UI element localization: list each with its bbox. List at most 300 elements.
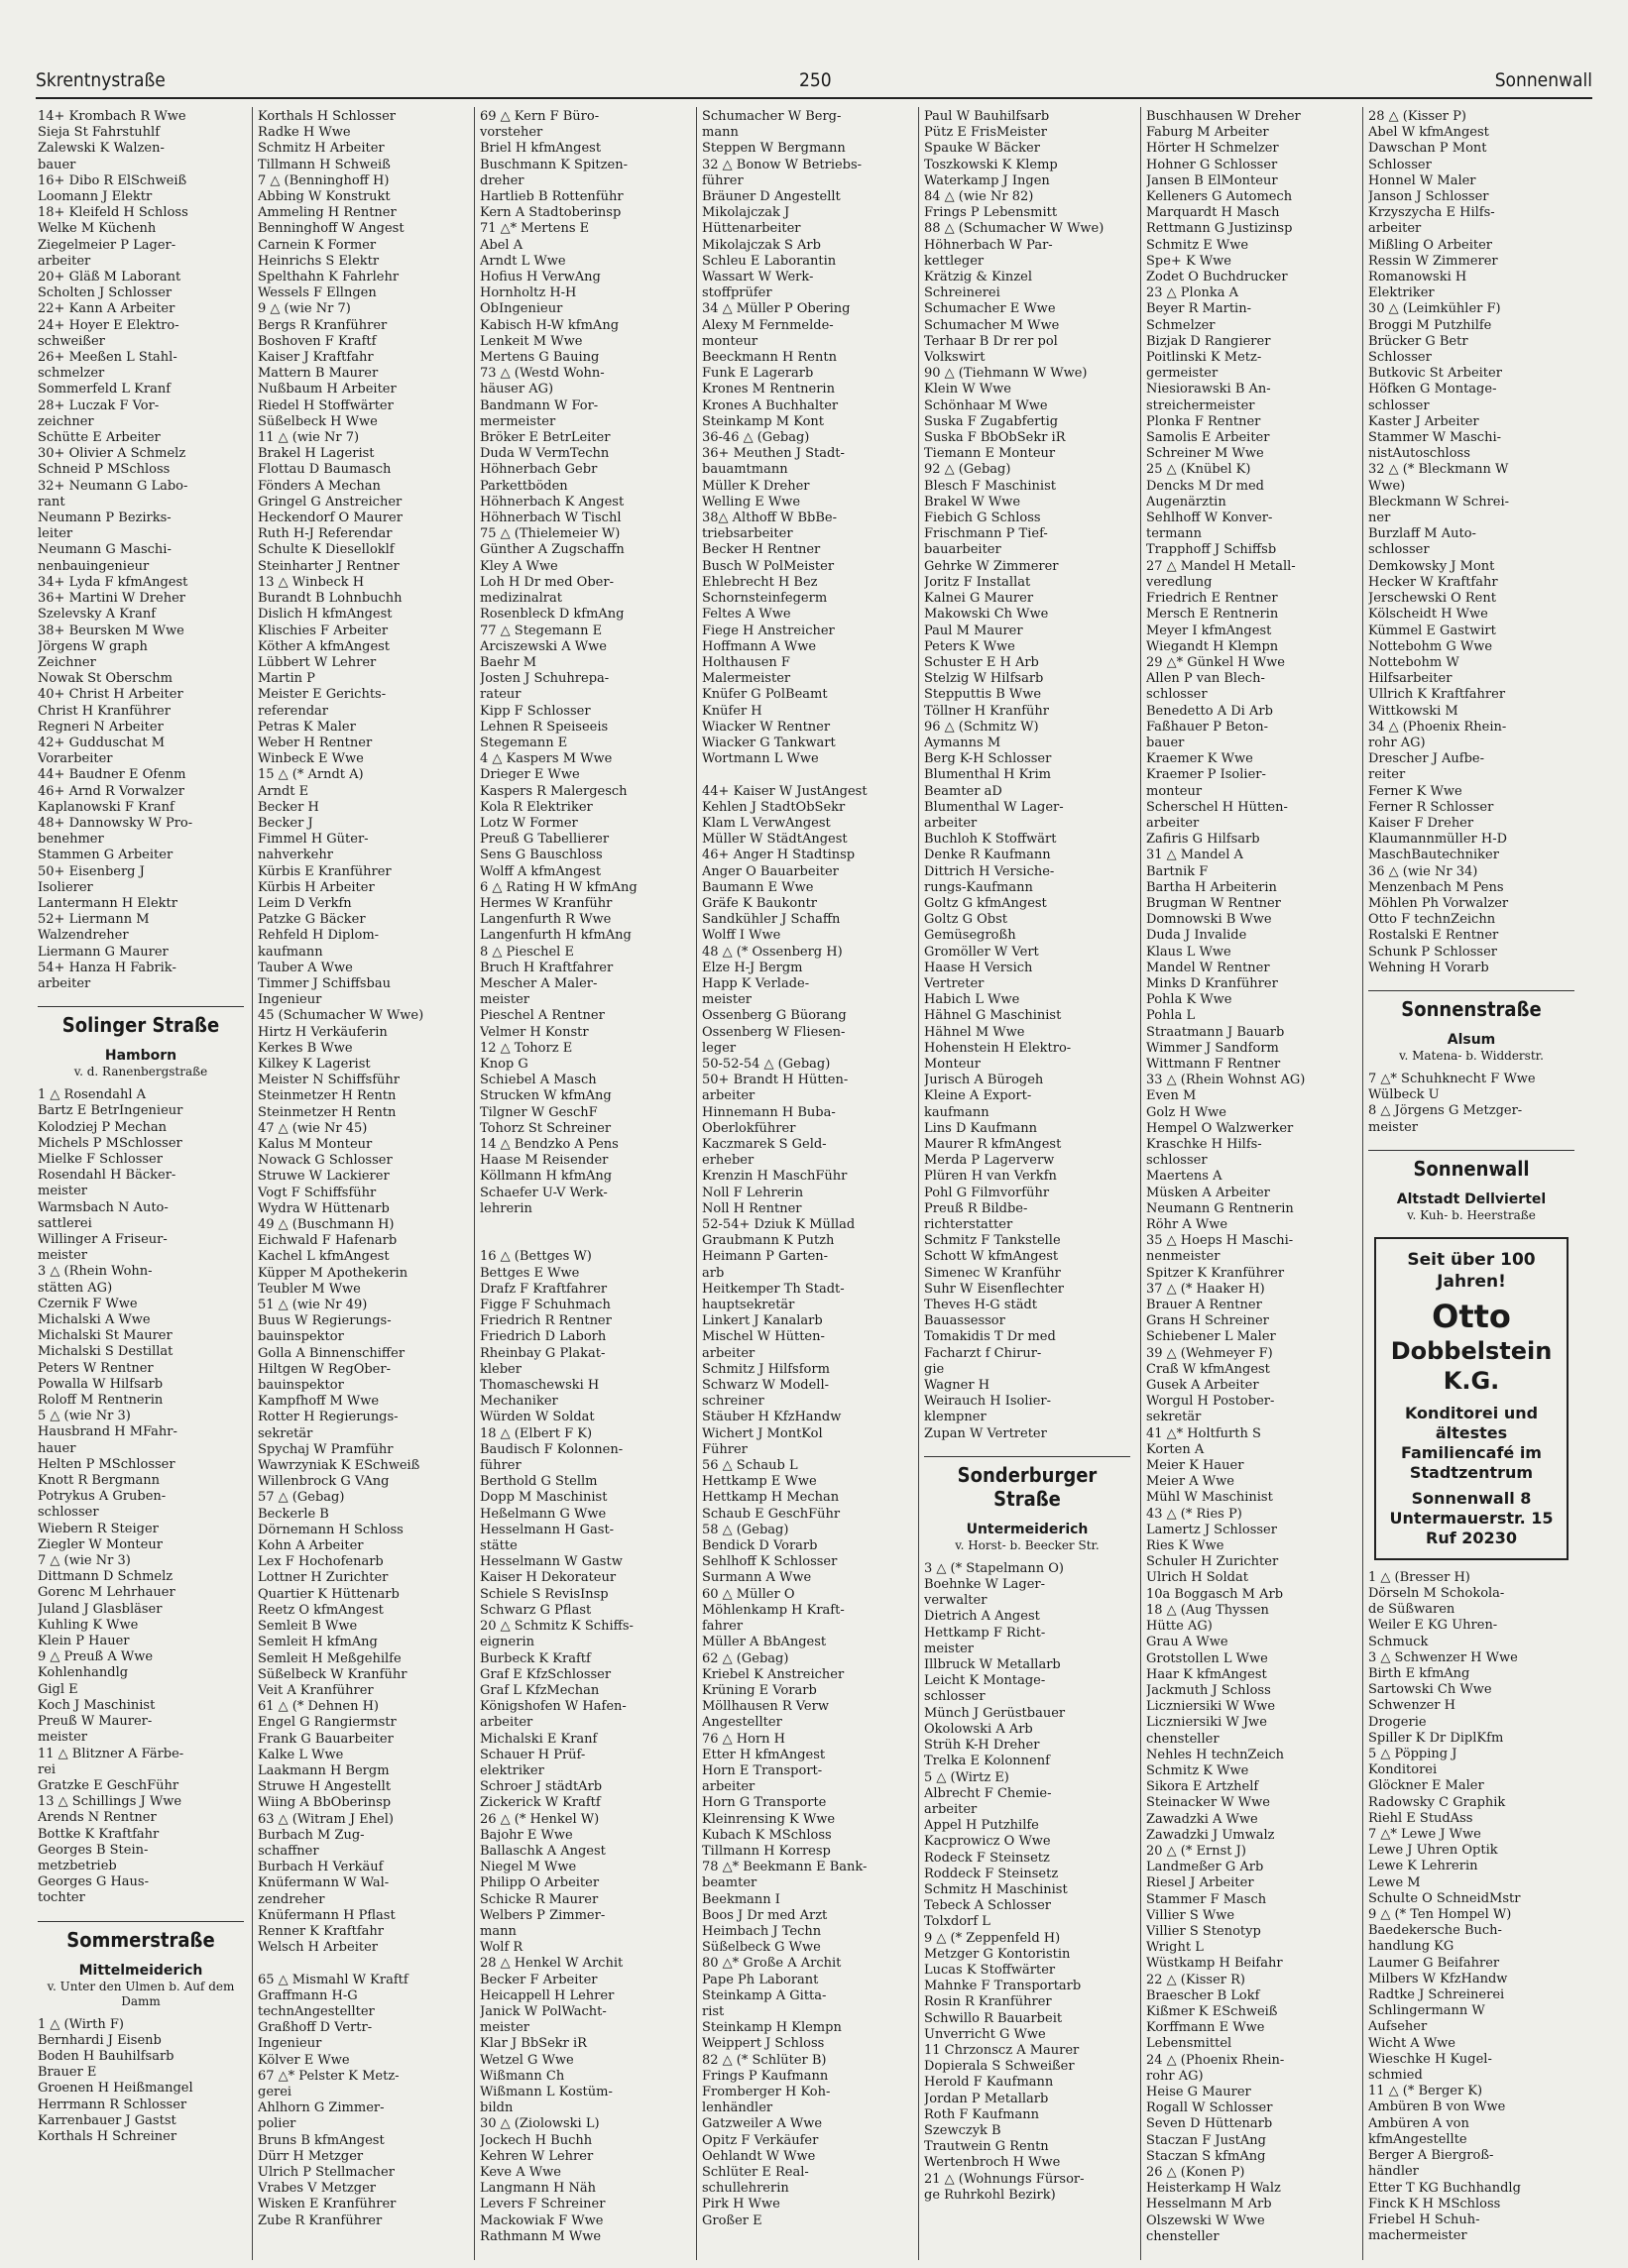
directory-entry: Menzenbach M Pens — [1368, 879, 1504, 895]
directory-column — [702, 109, 908, 2260]
directory-entry: Zawadzki J Umwalz — [1146, 1827, 1275, 1843]
directory-entry: Elektriker — [1368, 285, 1435, 301]
directory-entry: Villier S Stenotyp — [1146, 1923, 1261, 1939]
directory-entry: Rosin R Kranführer — [924, 1994, 1052, 2010]
directory-entry: Schornsteinfegerm — [702, 591, 828, 607]
directory-entry: Brakel W Wwe — [924, 494, 1021, 510]
directory-entry: Hähnel G Maschinist — [924, 1008, 1062, 1024]
directory-entry: Unverricht G Wwe — [924, 2026, 1046, 2042]
directory-entry: rungs-Kaufmann — [924, 879, 1033, 895]
directory-entry: Michalski E Kranf — [480, 1731, 598, 1747]
directory-entry: Konditorei — [1368, 1762, 1438, 1778]
directory-entry: Kabisch H-W kfmAng — [480, 317, 620, 333]
directory-entry: chensteller — [1146, 2228, 1220, 2244]
directory-entry: bauer — [1146, 735, 1185, 750]
directory-entry: Tilgner W GeschF — [480, 1104, 598, 1120]
directory-entry: Gromöller W Vert — [924, 944, 1039, 960]
directory-entry: Merda P Lagerverw — [924, 1153, 1055, 1169]
directory-entry: Theves H-G städt — [924, 1298, 1038, 1313]
directory-entry: 5 △ Pöpping J — [1368, 1747, 1457, 1762]
directory-entry: Paul W Bauhilfsarb — [924, 109, 1050, 124]
directory-column — [480, 109, 686, 2260]
directory-entry: chensteller — [1146, 1731, 1220, 1747]
directory-entry: Tillmann H Schweiß — [258, 157, 391, 172]
directory-entry: medizinalrat — [480, 591, 562, 607]
directory-entry: Angestellter — [702, 1715, 782, 1731]
directory-entry: Trelka E Kolonnenf — [924, 1754, 1050, 1769]
directory-entry: schreiner — [702, 1394, 764, 1410]
directory-entry: Wagner H — [924, 1378, 990, 1394]
directory-entry: Haase H Versich — [924, 960, 1033, 975]
directory-entry: Kehlen J StadtObSekr — [702, 799, 846, 815]
directory-entry: Becker H — [258, 799, 319, 815]
directory-entry: Klaumannmüller H-D — [1368, 832, 1508, 848]
street-range: v. Matena- b. Widderstr. — [1399, 1048, 1544, 1063]
directory-entry: Kaplanowski F Kranf — [38, 799, 174, 815]
directory-entry: 78 △* Beekmann E Bank- — [702, 1860, 868, 1875]
directory-entry: 65 △ Mismahl W Kraftf — [258, 1972, 408, 1987]
directory-entry: Kohn A Arbeiter — [258, 1538, 364, 1554]
directory-entry: Arends N Rentner — [38, 1810, 157, 1826]
directory-entry: Feltes A Wwe — [702, 607, 791, 623]
directory-entry: Müller K Dreher — [702, 478, 810, 494]
directory-entry: Radowsky C Graphik — [1368, 1794, 1506, 1810]
district-name: Alsum — [1447, 1031, 1496, 1048]
directory-entry: elektriker — [480, 1762, 544, 1778]
directory-entry: 60 △ Müller O — [702, 1586, 795, 1602]
directory-entry: 13 △ Winbeck H — [258, 574, 365, 590]
directory-entry: Riedel H Stoffwärter — [258, 397, 394, 413]
directory-entry: Mechaniker — [480, 1394, 558, 1410]
directory-entry: Domnowski B Wwe — [1146, 912, 1272, 928]
directory-entry: 5 △ (Wirtz E) — [924, 1769, 1009, 1785]
ad-line: Otto — [1432, 1297, 1511, 1335]
district-name: Altstadt Dellviertel — [1396, 1191, 1547, 1207]
directory-entry: Ambüren B von Wwe — [1368, 2099, 1506, 2115]
directory-entry: Möhlen Ph Vorwalzer — [1368, 895, 1509, 911]
directory-entry: Holthausen F — [702, 654, 790, 670]
directory-entry: Kriebel K Anstreicher — [702, 1666, 845, 1682]
directory-entry: Beckerle B — [258, 1506, 329, 1522]
directory-entry: bauinspektor — [258, 1329, 344, 1345]
directory-entry: Frischmann P Tief- — [924, 526, 1048, 542]
directory-entry: Dittrich H Versiche- — [924, 863, 1055, 879]
directory-entry: Craß W kfmAngest — [1146, 1361, 1270, 1377]
directory-entry: Aufseher — [1368, 2019, 1428, 2035]
directory-entry: verwalter — [924, 1593, 988, 1609]
directory-entry: Vertreter — [924, 975, 985, 991]
directory-entry: schullehrerin — [702, 2181, 789, 2197]
directory-entry: 46+ Arnd R Vorwalzer — [38, 783, 184, 799]
directory-entry: schlosser — [1368, 542, 1430, 558]
directory-entry: arbeiter — [38, 253, 91, 269]
directory-entry: Kalke L Wwe — [258, 1747, 344, 1762]
directory-entry: 69 △ Kern F Büro- — [480, 109, 600, 124]
directory-entry: Facharzt f Chirur- — [924, 1345, 1042, 1361]
directory-entry: rateur — [480, 687, 522, 703]
directory-entry: Lewe M — [1368, 1874, 1421, 1890]
directory-entry: Bizjak D Rangierer — [1146, 333, 1271, 349]
directory-entry: Stammer F Masch — [1146, 1891, 1267, 1907]
directory-entry: Buschhausen W Dreher — [1146, 109, 1301, 124]
directory-entry: Liermann G Maurer — [38, 944, 169, 960]
directory-entry: Hettkamp F Richt- — [924, 1625, 1046, 1641]
directory-entry: händler — [1368, 2164, 1419, 2180]
directory-entry: Langenfurth H kfmAng — [480, 928, 632, 944]
directory-entry: Philipp O Arbeiter — [480, 1875, 600, 1891]
directory-entry: Nottebohm W — [1368, 654, 1459, 670]
directory-entry: Spe+ K Wwe — [1146, 253, 1231, 269]
directory-entry: Dencks M Dr med — [1146, 478, 1265, 494]
directory-entry: stätte — [480, 1538, 518, 1554]
directory-entry: arbeiter — [924, 815, 978, 831]
directory-entry: klempner — [924, 1410, 987, 1425]
directory-entry: Jockech H Buchh — [480, 2132, 593, 2148]
directory-entry: Heisterkamp H Walz — [1146, 2181, 1281, 2197]
directory-entry: Dietrich A Angest — [924, 1609, 1040, 1625]
directory-entry: sekretär — [258, 1425, 313, 1441]
directory-entry: Elze H-J Bergm — [702, 960, 803, 975]
directory-entry: Gringel G Anstreicher — [258, 494, 403, 510]
directory-entry: Wicht A Wwe — [1368, 2035, 1456, 2051]
directory-entry: 9 △ (wie Nr 7) — [258, 301, 351, 317]
directory-entry: Welbers P Zimmer- — [480, 1907, 606, 1923]
directory-entry: 50-52-54 △ (Gebag) — [702, 1056, 831, 1072]
district-name: Hamborn — [104, 1048, 177, 1065]
directory-entry: Dawschan P Mont — [1368, 141, 1487, 157]
directory-entry: Ruth H-J Referendar — [258, 526, 393, 542]
directory-entry: gie — [924, 1361, 945, 1377]
directory-entry: Hempel O Walzwerker — [1146, 1120, 1294, 1136]
directory-entry: dreher — [480, 172, 524, 188]
directory-entry: 92 △ (Gebag) — [924, 462, 1011, 478]
directory-entry: Roddeck F Steinsetz — [924, 1866, 1059, 1881]
directory-entry: 20+ Gläß M Laborant — [38, 270, 181, 285]
directory-entry: Parkettböden — [480, 478, 568, 494]
directory-entry: Großer E — [702, 2212, 762, 2228]
directory-entry: 22 △ (Kisser R) — [1146, 1972, 1245, 1987]
directory-entry: Tohorz St Schreiner — [480, 1120, 612, 1136]
directory-entry: Pohl G Filmvorführ — [924, 1185, 1050, 1200]
directory-entry: Dopp M Maschinist — [480, 1490, 608, 1506]
directory-entry: Stammen G Arbeiter — [38, 848, 174, 863]
directory-entry: 9 △ (* Ten Hompel W) — [1368, 1907, 1512, 1923]
directory-entry: Boos J Dr med Arzt — [702, 1907, 828, 1923]
directory-entry: Vogt F Schiffsführ — [258, 1185, 377, 1200]
directory-entry: ner — [1368, 510, 1391, 526]
directory-entry: Tolxdorf L — [924, 1914, 990, 1930]
directory-entry: 10a Boggasch M Arb — [1146, 1586, 1284, 1602]
directory-entry: Jerschewski O Rent — [1368, 591, 1496, 607]
directory-entry: Wichert J MontKol — [702, 1425, 823, 1441]
directory-entry: Heitkemper Th Stadt- — [702, 1281, 845, 1297]
directory-entry: Scholten J Schlosser — [38, 285, 173, 301]
directory-entry: Trautwein G Rentn — [924, 2139, 1049, 2155]
directory-entry: nenmeister — [1146, 1249, 1221, 1265]
directory-entry: 28+ Luczak F Vor- — [38, 397, 160, 413]
directory-entry: Würden W Soldat — [480, 1410, 595, 1425]
directory-entry: Mertens G Bauing — [480, 350, 600, 366]
directory-entry: Michalski S Destillat — [38, 1344, 174, 1360]
directory-entry: Arndt L Wwe — [480, 253, 566, 269]
directory-entry: Schott W kfmAngest — [924, 1249, 1059, 1265]
directory-entry: rist — [702, 2003, 725, 2019]
directory-entry: 29 △* Günkel H Wwe — [1146, 654, 1285, 670]
directory-entry: 76 △ Horn H — [702, 1731, 786, 1747]
directory-entry: Mischel W Hütten- — [702, 1329, 825, 1345]
directory-entry: Butkovic St Arbeiter — [1368, 366, 1502, 382]
directory-entry: 88 △ (Schumacher W Wwe) — [924, 221, 1105, 237]
directory-entry: schmied — [1368, 2068, 1423, 2084]
directory-entry: 9 △ Preuß A Wwe — [38, 1649, 154, 1665]
directory-entry: Blumenthal H Krim — [924, 767, 1051, 783]
directory-entry: Steinmetzer H Rentn — [258, 1088, 397, 1104]
directory-entry: Baudisch F Kolonnen- — [480, 1441, 624, 1457]
directory-entry: Fimmel H Güter- — [258, 832, 369, 848]
directory-entry: Minks D Kranführer — [1146, 975, 1278, 991]
directory-entry: Schaub E GeschFühr — [702, 1506, 841, 1522]
directory-entry: Köllmann H kfmAng — [480, 1169, 613, 1185]
directory-entry: Berg K-H Schlosser — [924, 751, 1052, 767]
directory-entry: 45 (Schumacher W Wwe) — [258, 1008, 424, 1024]
directory-entry: Rathmann M Wwe — [480, 2228, 602, 2244]
directory-entry: Beeckmann H Rentn — [702, 350, 837, 366]
directory-entry: Thomaschewski H — [480, 1378, 600, 1394]
directory-entry: Neumann P Bezirks- — [38, 510, 172, 526]
directory-entry: Sommerfeld L Kranf — [38, 382, 172, 397]
directory-entry: Wisken E Kranführer — [258, 2197, 397, 2212]
directory-entry: Höhnerbach Gebr — [480, 462, 598, 478]
directory-entry: Helten P MSchlosser — [38, 1456, 175, 1472]
directory-entry: Schicke R Maurer — [480, 1891, 599, 1907]
directory-entry: 7 △ (wie Nr 3) — [38, 1553, 131, 1569]
directory-entry: Köther A kfmAngest — [258, 638, 391, 654]
directory-entry: Samolis E Arbeiter — [1146, 430, 1270, 446]
directory-entry: referendar — [258, 703, 328, 719]
directory-entry: Röhr A Wwe — [1146, 1217, 1228, 1233]
directory-entry: 26+ Meeßen L Stahl- — [38, 350, 177, 366]
directory-entry: Frank G Bauarbeiter — [258, 1731, 394, 1747]
directory-entry: 40+ Christ H Arbeiter — [38, 687, 183, 703]
directory-entry: Oehlandt W Wwe — [702, 2148, 816, 2164]
directory-entry: Hirtz H Verkäuferin — [258, 1024, 388, 1040]
directory-entry: Malermeister — [702, 671, 791, 687]
directory-entry: 31 △ Mandel A — [1146, 848, 1243, 863]
directory-entry: Martin P — [258, 671, 315, 687]
directory-entry: Wessels F Ellngen — [258, 285, 377, 301]
directory-entry: Spauke W Bäcker — [924, 141, 1040, 157]
directory-entry: 77 △ Stegemann E — [480, 623, 603, 638]
directory-entry: Schmitz F Tankstelle — [924, 1233, 1061, 1249]
directory-entry: 32 △ (* Bleckmann W — [1368, 462, 1509, 478]
directory-entry: 11 Chrzonscz A Maurer — [924, 2042, 1080, 2058]
directory-entry: Lamertz J Schlosser — [1146, 1522, 1277, 1537]
directory-entry: Knott R Bergmann — [38, 1473, 161, 1489]
directory-entry: fahrer — [702, 1619, 744, 1635]
directory-entry: 34 △ Müller P Obering — [702, 301, 851, 317]
directory-entry: Meister N Schiffsführ — [258, 1073, 400, 1088]
advertisement — [1374, 1237, 1569, 1560]
directory-entry: metzbetrieb — [38, 1858, 117, 1873]
directory-entry: 9 △ (* Zeppenfeld H) — [924, 1930, 1061, 1946]
directory-entry: arbeiter — [1368, 221, 1422, 237]
directory-entry: Hütte AG) — [1146, 1619, 1213, 1635]
directory-entry: Wülbeck U — [1368, 1087, 1440, 1103]
directory-entry: Juland J Glasbläser — [38, 1601, 163, 1617]
directory-entry: 7 △* Schuhknecht F Wwe — [1368, 1071, 1536, 1086]
directory-entry: Rehfeld H Diplom- — [258, 928, 380, 944]
directory-entry: Hinnemann H Buba- — [702, 1104, 836, 1120]
directory-entry: sattlerei — [38, 1215, 92, 1231]
directory-entry: Steinmetzer H Rentn — [258, 1104, 397, 1120]
directory-entry: 38+ Beursken M Wwe — [38, 623, 184, 638]
street-heading: Sonnenstraße — [1368, 990, 1574, 1025]
directory-entry: Jörgens W graph — [38, 638, 148, 654]
directory-entry: hauer — [38, 1440, 76, 1456]
directory-entry: Maurer R kfmAngest — [924, 1137, 1062, 1152]
street-heading: Sonnenwall — [1368, 1150, 1574, 1185]
directory-entry: Steinkamp A Gitta- — [702, 1987, 827, 2003]
directory-entry: Allen P van Blech- — [1146, 671, 1265, 687]
directory-entry: Finck K H MSchloss — [1368, 2196, 1501, 2211]
directory-entry: Ingenieur — [258, 992, 322, 1008]
directory-entry: Heicappell H Lehrer — [480, 1987, 615, 2003]
directory-entry: Boden H Bauhilfsarb — [38, 2048, 174, 2064]
directory-entry: streichermeister — [1146, 397, 1255, 413]
directory-entry: Buschmann K Spitzen- — [480, 157, 628, 172]
directory-entry: Heckendorf O Maurer — [258, 510, 403, 526]
directory-entry: Hörter H Schmelzer — [1146, 141, 1279, 157]
directory-entry: Stepputtis B Wwe — [924, 687, 1042, 703]
directory-entry: Birth E kfmAng — [1368, 1666, 1470, 1681]
directory-entry: Grau A Wwe — [1146, 1635, 1228, 1650]
directory-entry: Golz H Wwe — [1146, 1104, 1227, 1120]
directory-entry: Stäuber H KfzHandw — [702, 1410, 842, 1425]
directory-entry: Langenfurth R Wwe — [480, 912, 612, 928]
directory-entry: Schlosser — [1368, 350, 1432, 366]
directory-entry: Baumann E Wwe — [702, 879, 814, 895]
directory-entry: Burbach M Zug- — [258, 1827, 365, 1843]
directory-entry: richterstatter — [924, 1217, 1013, 1233]
directory-entry: Kölver E Wwe — [258, 2052, 350, 2068]
directory-entry: tochter — [38, 1890, 85, 1906]
directory-entry: reiter — [1368, 767, 1406, 783]
directory-entry: Pape Ph Laborant — [702, 1972, 819, 1987]
directory-entry: Mattern B Maurer — [258, 366, 379, 382]
directory-entry: Karrenbauer J Gastst — [38, 2112, 176, 2128]
directory-entry: Schütte E Arbeiter — [38, 430, 161, 446]
directory-entry: Etter T KG Buchhandlg — [1368, 2180, 1521, 2196]
directory-entry: mann — [480, 1923, 517, 1939]
directory-entry: Georges B Stein- — [38, 1842, 149, 1858]
directory-entry: Janson J Schlosser — [1368, 189, 1489, 205]
directory-entry: Schönhaar M Wwe — [924, 397, 1048, 413]
directory-entry: Ingenieur — [258, 2036, 322, 2052]
directory-entry: Rogall W Schlosser — [1146, 2100, 1273, 2116]
directory-entry: Mersch E Rentnerin — [1146, 607, 1279, 623]
street-range: v. Horst- b. Beecker Str. — [955, 1537, 1100, 1552]
directory-entry: 75 △ (Thielemeier W) — [480, 526, 621, 542]
directory-entry — [480, 1233, 686, 1249]
directory-entry: Potrykus A Gruben- — [38, 1489, 167, 1505]
directory-entry: Welsch H Arbeiter — [258, 1940, 378, 1956]
directory-entry: Oberlokführer — [702, 1120, 796, 1136]
directory-entry: Radtke J Schreinerei — [1368, 1987, 1505, 2003]
directory-entry: Bandmann W For- — [480, 397, 599, 413]
directory-entry: Schwarz W Modell- — [702, 1378, 829, 1394]
directory-entry: Hüttenarbeiter — [702, 221, 801, 237]
directory-entry: Schulte K Dieselloklf — [258, 542, 395, 558]
directory-entry: Drescher J Aufbe- — [1368, 751, 1485, 767]
directory-entry: Brugman W Rentner — [1146, 895, 1281, 911]
directory-entry: Keve A Wwe — [480, 2165, 561, 2180]
directory-entry: Schleu E Laborantin — [702, 253, 837, 269]
directory-entry: Wittkowski M — [1368, 703, 1458, 719]
directory-entry: rant — [38, 494, 65, 510]
directory-entry: Jackmuth J Schloss — [1146, 1682, 1271, 1698]
directory-entry: Meyer I kfmAngest — [1146, 623, 1272, 638]
directory-entry: Bajohr E Wwe — [480, 1827, 573, 1843]
directory-entry: Kubach K MSchloss — [702, 1827, 832, 1843]
directory-entry: Schmuck — [1368, 1634, 1429, 1649]
directory-entry: Heßelmann G Wwe — [480, 1506, 607, 1522]
directory-entry: Mielke F Schlosser — [38, 1151, 163, 1167]
directory-entry: Friedrich E Rentner — [1146, 591, 1278, 607]
directory-entry: Horn E Transport- — [702, 1762, 823, 1778]
directory-entry: sekretär — [1146, 1410, 1202, 1425]
directory-entry: triebsarbeiter — [702, 526, 793, 542]
directory-entry: kleber — [480, 1361, 522, 1377]
directory-entry: Groenen H Heißmangel — [38, 2081, 193, 2097]
directory-entry: häuser AG) — [480, 382, 554, 397]
directory-entry: Steinharter J Rentner — [258, 558, 400, 574]
directory-entry: 52+ Liermann M — [38, 912, 150, 928]
directory-entry: Klein P Hauer — [38, 1634, 130, 1649]
directory-entry: Graf L KfzMechan — [480, 1682, 600, 1698]
directory-entry: 36+ Meuthen J Stadt- — [702, 446, 845, 462]
directory-entry: Lins D Kaufmann — [924, 1120, 1037, 1136]
directory-entry: Semleit B Wwe — [258, 1619, 358, 1635]
directory-entry: Kolodziej P Mechan — [38, 1119, 168, 1135]
directory-entry: Becker F Arbeiter — [480, 1972, 598, 1987]
directory-entry: ObIngenieur — [480, 301, 563, 317]
directory-entry: rohr AG) — [1146, 2068, 1204, 2084]
directory-entry: 21 △ (Wohnungs Fürsor- — [924, 2171, 1085, 2187]
directory-entry: Gorenc M Lehrhauer — [38, 1585, 175, 1601]
directory-entry: Schwenzer H — [1368, 1698, 1455, 1714]
directory-entry: Alexy M Fernmelde- — [702, 317, 834, 333]
directory-entry: Gratzke E GeschFühr — [38, 1777, 179, 1793]
directory-entry: Nowak St Oberschm — [38, 671, 173, 687]
directory-entry: 12 △ Tohorz E — [480, 1040, 573, 1056]
directory-entry: Schroer J städtArb — [480, 1779, 603, 1795]
directory-entry: Schumacher W Berg- — [702, 109, 842, 124]
directory-entry: Graubmann K Putzh — [702, 1233, 835, 1249]
directory-entry: Laumer G Beifahrer — [1368, 1955, 1500, 1971]
directory-entry: Ferner K Wwe — [1368, 783, 1462, 799]
directory-entry: arb — [702, 1265, 725, 1281]
directory-entry: Powalla W Hilfsarb — [38, 1376, 164, 1392]
directory-entry: Hohenstein H Elektro- — [924, 1040, 1072, 1056]
directory-entry: Haar K kfmAngest — [1146, 1666, 1267, 1682]
directory-entry: Preuß W Maurer- — [38, 1714, 153, 1730]
directory-entry: Wißmann L Kostüm- — [480, 2084, 613, 2099]
directory-entry: stoffprüfer — [702, 285, 772, 301]
directory-entry: 46+ Anger H Stadtinsp — [702, 848, 856, 863]
directory-entry: Illbruck W Metallarb — [924, 1657, 1061, 1673]
directory-entry: Funk E Lagerarb — [702, 366, 814, 382]
directory-entry: Eichwald F Hafenarb — [258, 1233, 398, 1249]
